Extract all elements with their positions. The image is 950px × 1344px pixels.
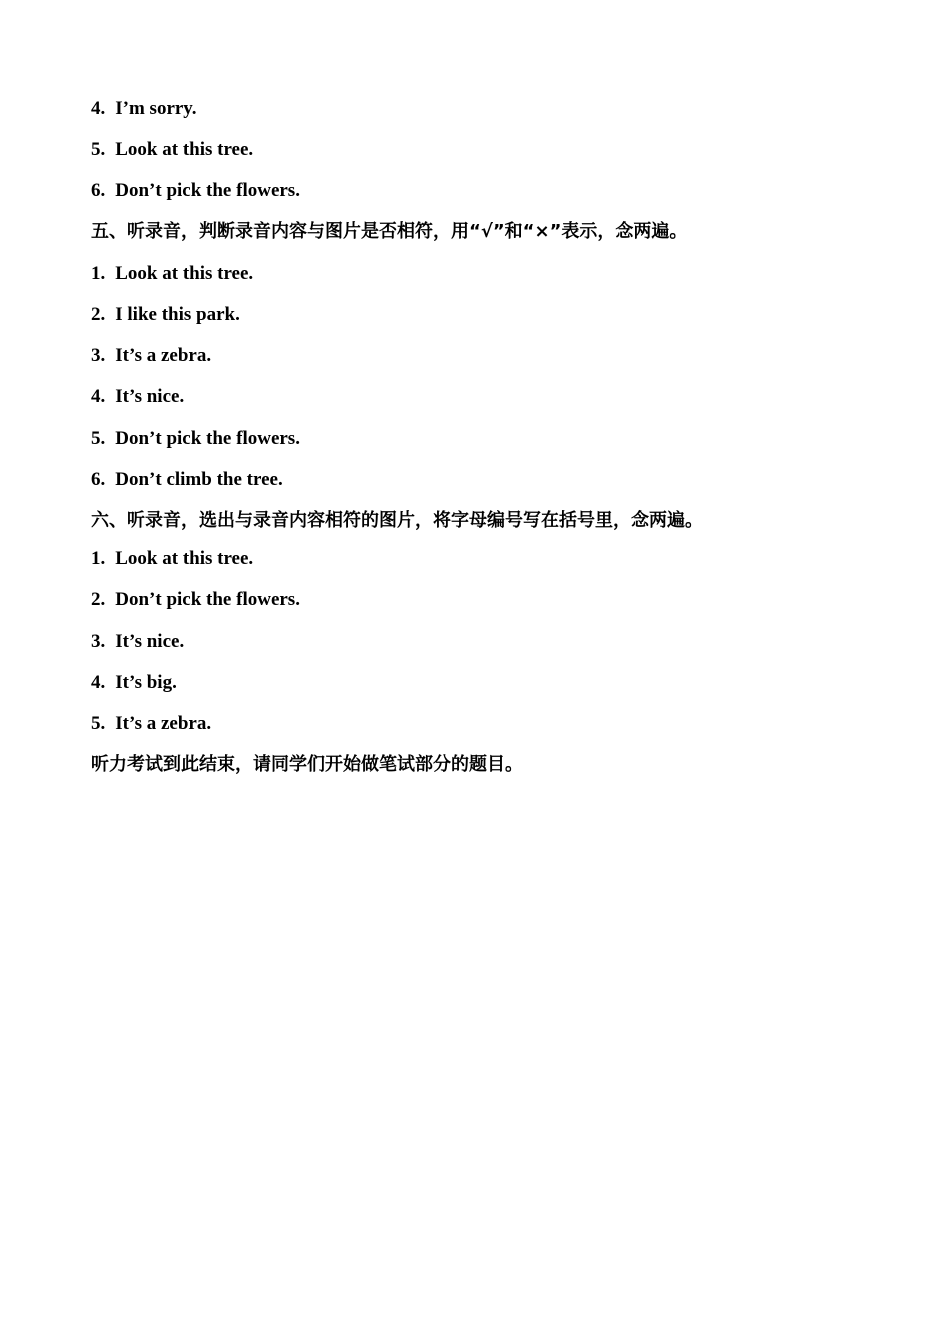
list-item: [91, 97, 197, 121]
list-item: [91, 262, 253, 286]
section-heading-5: 五、听录音，判断录音内容与图片是否相符，用“√”和“×”表示，念两遍。: [91, 221, 688, 242]
item-text: Don’t pick the flowers.: [115, 589, 300, 610]
item-number: 1: [91, 263, 101, 284]
item-number: 1: [91, 548, 101, 569]
item-dot: .: [100, 428, 106, 449]
item-text: It’s big.: [115, 672, 177, 693]
list-item: [91, 385, 184, 409]
item-number: 5: [91, 139, 101, 160]
section-heading-6: 六、听录音，选出与录音内容相符的图片，将字母编号写在括号里，念两遍。: [91, 510, 703, 531]
item-dot: .: [100, 672, 106, 693]
item-text: It’s nice.: [115, 386, 185, 407]
item-dot: .: [100, 469, 106, 490]
item-dot: .: [100, 98, 106, 119]
item-dot: .: [100, 139, 106, 160]
item-dot: .: [100, 589, 106, 610]
item-text: Don’t pick the flowers.: [115, 428, 300, 449]
item-text: Look at this tree.: [115, 139, 254, 160]
item-text: Look at this tree.: [115, 548, 254, 569]
item-text: Look at this tree.: [115, 263, 254, 284]
item-text: It’s a zebra.: [115, 345, 212, 366]
item-dot: .: [100, 304, 106, 325]
item-dot: .: [100, 548, 106, 569]
list-item: [91, 138, 253, 162]
item-dot: .: [100, 713, 106, 734]
item-number: 2: [91, 589, 101, 610]
list-item: [91, 468, 283, 492]
item-number: 3: [91, 631, 101, 652]
list-item: [91, 671, 177, 695]
item-number: 6: [91, 469, 101, 490]
item-text: I’m sorry.: [115, 98, 197, 119]
item-text: Don’t climb the tree.: [115, 469, 283, 490]
item-number: 2: [91, 304, 101, 325]
item-number: 4: [91, 672, 101, 693]
item-dot: .: [100, 386, 106, 407]
list-item: [91, 630, 184, 654]
list-item: [91, 179, 300, 203]
list-item: [91, 427, 300, 451]
item-number: 4: [91, 98, 101, 119]
item-number: 3: [91, 345, 101, 366]
item-number: 5: [91, 713, 101, 734]
item-text: It’s nice.: [115, 631, 185, 652]
list-item: [91, 303, 240, 327]
item-number: 5: [91, 428, 101, 449]
item-dot: .: [100, 345, 106, 366]
item-dot: .: [100, 631, 106, 652]
item-number: 4: [91, 386, 101, 407]
item-number: 6: [91, 180, 101, 201]
item-dot: .: [100, 180, 106, 201]
list-item: [91, 344, 211, 368]
item-text: It’s a zebra.: [115, 713, 212, 734]
item-text: Don’t pick the flowers.: [115, 180, 300, 201]
item-text: I like this park.: [115, 304, 240, 325]
list-item: [91, 712, 211, 736]
item-dot: .: [100, 263, 106, 284]
list-item: [91, 547, 253, 571]
list-item: [91, 588, 300, 612]
closing-note: 听力考试到此结束，请同学们开始做笔试部分的题目。: [91, 754, 523, 775]
